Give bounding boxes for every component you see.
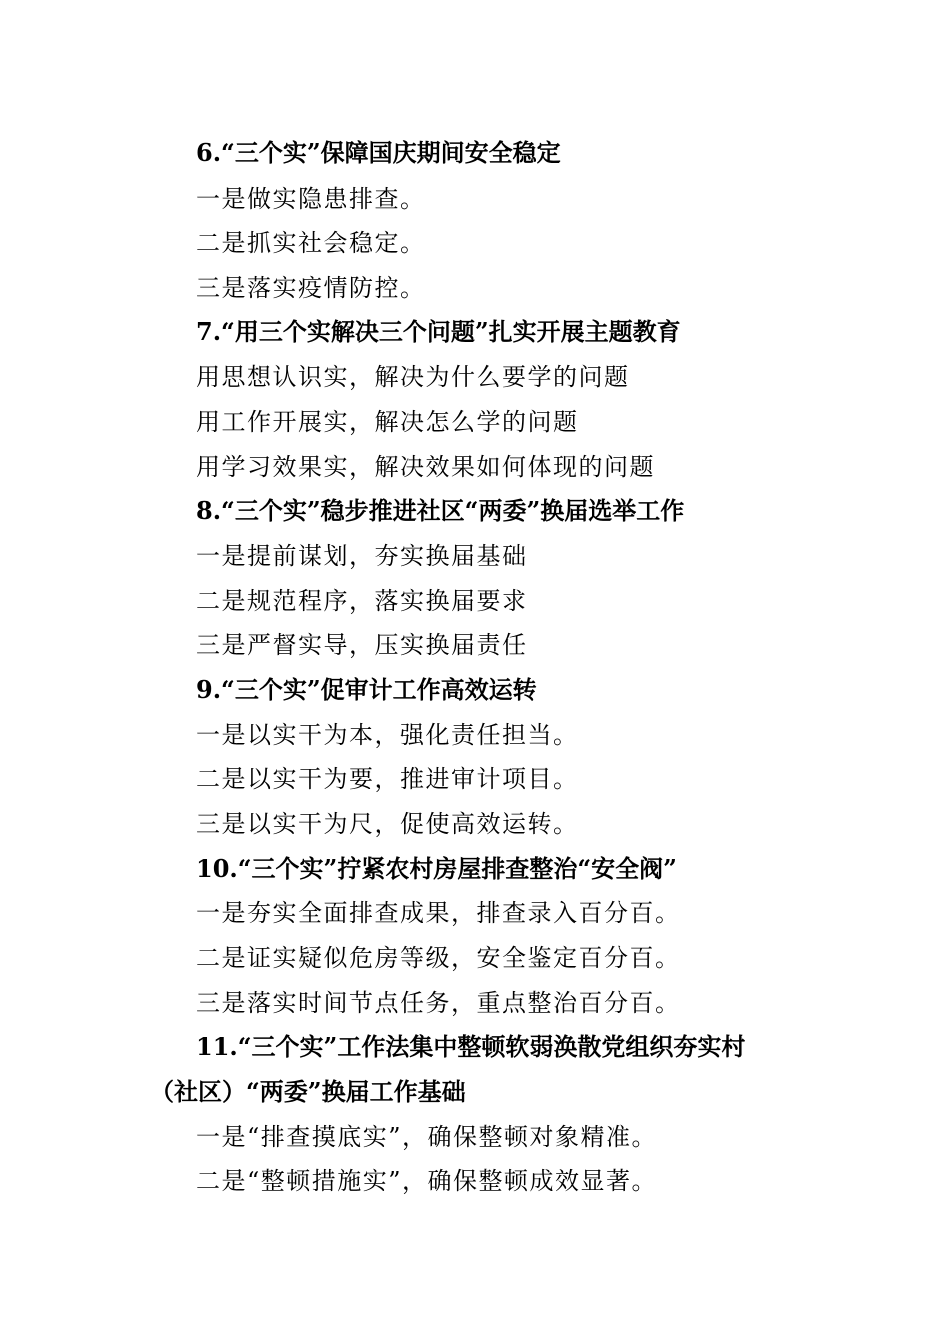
section-heading-continuation: （社区）“两委”换届工作基础 [150, 1077, 466, 1106]
list-item: 一是提前谋划，夯实换届基础 [196, 542, 528, 570]
list-item: 用学习效果实，解决效果如何体现的问题 [196, 453, 655, 481]
list-item: 用工作开展实，解决怎么学的问题 [196, 408, 579, 436]
list-item: 三是以实干为尺，促使高效运转。 [196, 810, 579, 838]
list-item: 二是抓实社会稳定。 [196, 229, 426, 257]
list-item: 二是证实疑似危房等级，安全鉴定百分百。 [196, 944, 681, 972]
list-item: 三是落实疫情防控。 [196, 274, 426, 302]
section-heading: 8.“三个实”稳步推进社区“两委”换届选举工作 [196, 496, 685, 525]
list-item: 一是“排查摸底实”，确保整顿对象精准。 [196, 1123, 658, 1151]
section-heading: 7.“用三个实解决三个问题”扎实开展主题教育 [196, 317, 681, 346]
section-heading: 6.“三个实”保障国庆期间安全稳定 [196, 138, 561, 167]
list-item: 三是落实时间节点任务，重点整治百分百。 [196, 989, 681, 1017]
section-heading: 11.“三个实”工作法集中整顿软弱涣散党组织夯实村 [196, 1032, 746, 1061]
list-item: 三是严督实导，压实换届责任 [196, 631, 528, 659]
list-item: 一是以实干为本，强化责任担当。 [196, 721, 579, 749]
section-heading: 10.“三个实”拧紧农村房屋排查整治“安全阀” [196, 854, 677, 883]
section-heading: 9.“三个实”促审计工作高效运转 [196, 675, 537, 704]
list-item: 二是规范程序，落实换届要求 [196, 587, 528, 615]
list-item: 二是以实干为要，推进审计项目。 [196, 765, 579, 793]
list-item: 二是“整顿措施实”，确保整顿成效显著。 [196, 1167, 658, 1195]
list-item: 一是夯实全面排查成果，排查录入百分百。 [196, 899, 681, 927]
list-item: 一是做实隐患排查。 [196, 185, 426, 213]
list-item: 用思想认识实，解决为什么要学的问题 [196, 363, 630, 391]
